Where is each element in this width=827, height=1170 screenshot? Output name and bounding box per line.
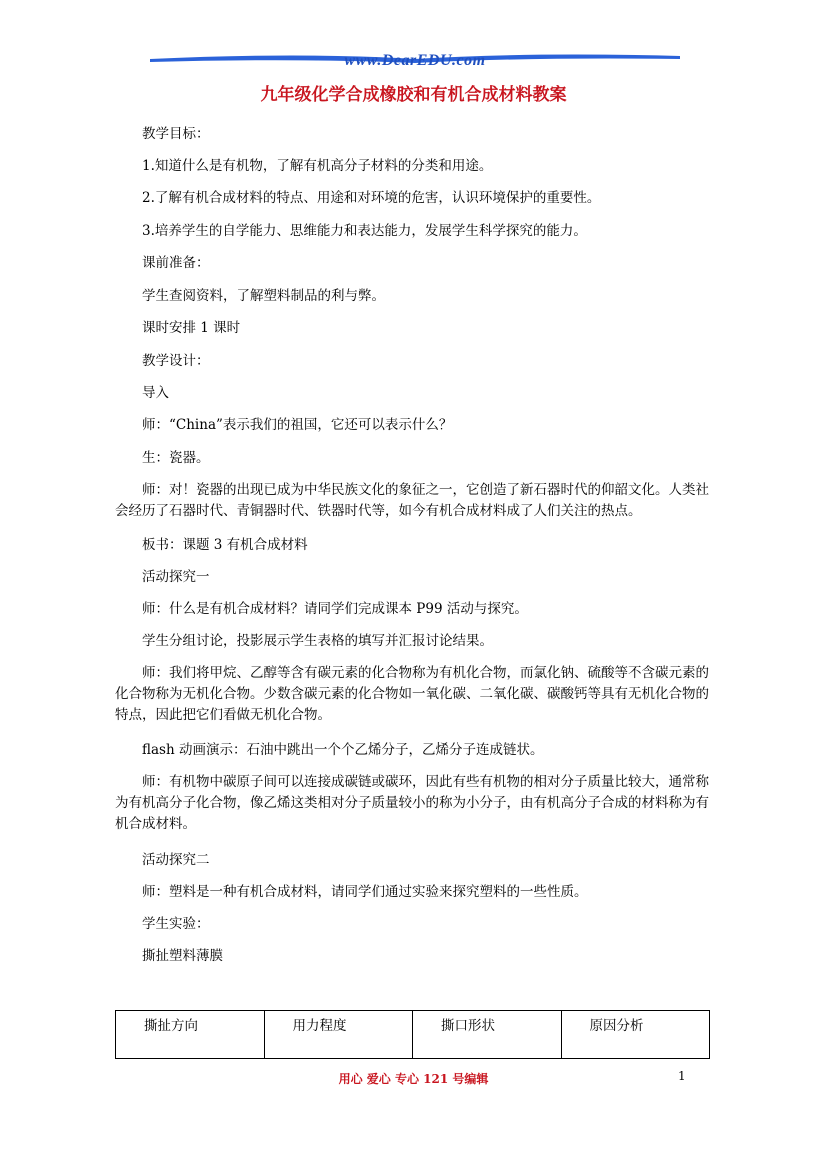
paragraph: 活动探究一 — [142, 569, 210, 585]
paragraph: 导入 — [142, 385, 169, 401]
paragraph: 撕扯塑料薄膜 — [142, 948, 223, 964]
site-url[interactable]: www.DearEDU.com — [344, 52, 486, 69]
paragraph: 师：对！瓷器的出现已成为中华民族文化的象征之一，它创造了新石器时代的仰韶文化。人类社会经历了石器时代、青铜器时代、铁器时代等，如今有机合成材料成了人们关注的热点。 — [115, 482, 709, 519]
paragraph: 学生查阅资料，了解塑料制品的利与弊。 — [142, 288, 385, 304]
header-banner — [150, 50, 680, 80]
paragraph: 师：我们将甲烷、乙醇等含有碳元素的化合物称为有机化合物，而氯化钠、硫酸等不含碳元素的化合物称为无机化合物。少数含碳元素的化合物如一氧化碳、二氧化碳、碳酸钙等具有无机化合物的特点，因此把它们看做无机化合物。 — [115, 665, 709, 723]
table-header-row — [116, 1011, 710, 1059]
paragraph: 2.了解有机合成材料的特点、用途和对环境的危害，认识环境保护的重要性。 — [142, 190, 601, 206]
paragraph: 学生实验： — [142, 916, 210, 932]
paragraph: 师：有机物中碳原子间可以连接成碳链或碳环，因此有些有机物的相对分子质量比较大，通常称为有机高分子化合物，像乙烯这类相对分子质量较小的称为小分子，由有机高分子合成的材料称为有机合成材料。 — [115, 774, 709, 832]
paragraph: 教学目标： — [142, 126, 210, 142]
footer-text: 用心 爱心 专心 121 号编辑 — [338, 1072, 489, 1086]
page-number: 1 — [678, 1069, 686, 1083]
paragraph: 课前准备： — [142, 255, 210, 271]
paragraph: 教学设计： — [142, 353, 210, 369]
paragraph: 3.培养学生的自学能力、思维能力和表达能力，发展学生科学探究的能力。 — [142, 223, 587, 239]
paragraph: 师：什么是有机合成材料？请同学们完成课本 P99 活动与探究。 — [142, 601, 528, 617]
paragraph: 师：“China”表示我们的祖国，它还可以表示什么？ — [142, 417, 453, 433]
table-header-cell: 用力程度 — [264, 1011, 413, 1059]
paragraph: 板书：课题 3 有机合成材料 — [142, 537, 308, 553]
tear-experiment-table — [115, 1010, 710, 1059]
table-header-cell: 撕口形状 — [413, 1011, 562, 1059]
paragraph: 学生分组讨论，投影展示学生表格的填写并汇报讨论结果。 — [142, 633, 493, 649]
table-header-cell: 原因分析 — [561, 1011, 710, 1059]
document-title: 九年级化学合成橡胶和有机合成材料教案 — [260, 85, 567, 105]
paragraph: 师：塑料是一种有机合成材料，请同学们通过实验来探究塑料的一些性质。 — [142, 884, 588, 900]
paragraph: 活动探究二 — [142, 852, 210, 868]
paragraph: 生：瓷器。 — [142, 450, 210, 466]
paragraph: flash 动画演示：石油中跳出一个个乙烯分子，乙烯分子连成链状。 — [142, 742, 544, 758]
paragraph: 1.知道什么是有机物，了解有机高分子材料的分类和用途。 — [142, 158, 493, 174]
paragraph: 课时安排 1 课时 — [142, 320, 241, 336]
table-header-cell: 撕扯方向 — [116, 1011, 265, 1059]
